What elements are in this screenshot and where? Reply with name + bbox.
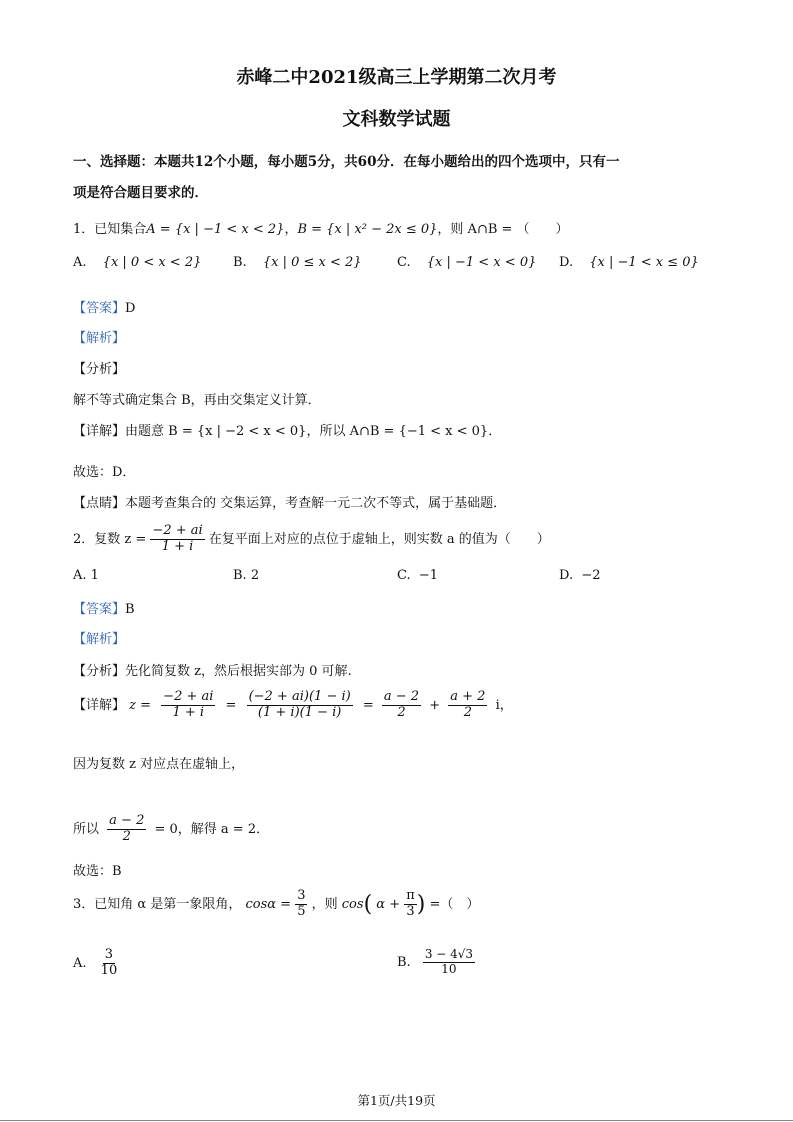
page-title: 赤峰二中2021级高三上学期第二次月考 (236, 67, 557, 88)
detail-frac-4 (448, 690, 487, 721)
option-text: 2 (250, 568, 260, 583)
q3-pi-fraction (404, 889, 417, 920)
q1-fenxi-tag: 【分析】 (73, 362, 126, 377)
answer-tag: 【答案】 (73, 602, 126, 617)
q2-analysis-tag: 【解析】 (73, 632, 126, 647)
page-subtitle: 文科数学试题 (342, 109, 451, 130)
option-text: −2 (581, 568, 601, 583)
q1-option-a (73, 255, 201, 270)
detail-tail: i， (495, 697, 513, 713)
frac-numerator: −2 + ai (163, 689, 214, 704)
q2-answer (73, 598, 135, 617)
q1-detail (73, 420, 501, 439)
answer-value: D (125, 301, 136, 316)
q1-stem (73, 218, 569, 237)
option-fraction (99, 948, 120, 979)
frac-numerator: a + 2 (450, 689, 486, 704)
plus-sign: + (429, 697, 441, 713)
frac-denominator: (1 + i)(1 − i) (257, 704, 342, 720)
q3-prefix: 3．已知角 α 是第一象限角， (73, 896, 242, 912)
detail-tag: 【详解】 (73, 424, 126, 439)
frac-denominator: 2 (122, 828, 131, 844)
q2-option-a (73, 568, 99, 583)
detail-frac-3 (382, 690, 421, 721)
option-letter: A. (73, 255, 87, 270)
fenxi-text: 先化简复数 z，然后根据实部为 0 可解. (125, 664, 352, 679)
q1-option-c (397, 255, 536, 270)
q2-option-c (397, 568, 438, 583)
frac-numerator: (−2 + ai)(1 − i) (248, 689, 351, 704)
q2-fenxi (73, 660, 352, 679)
detail-text: 由题意 B = {x | −2 < x < 0}，所以 A∩B = {−1 < x < 0}． (125, 424, 502, 439)
q3-cos2: cos (341, 896, 364, 912)
comment-text: 本题考查集合的 交集运算，考查解一元二次不等式，属于基础题． (125, 496, 507, 511)
so-label: 所以 (73, 821, 100, 837)
option-letter: B. (397, 954, 411, 970)
option-letter: C. (397, 255, 411, 270)
q2-prefix: 2．复数 z = (73, 531, 147, 547)
frac-numerator: a − 2 (109, 813, 145, 828)
option-text: {x | 0 ≤ x < 2} (262, 255, 362, 270)
q1-ask: ，则 A∩B = （ ） (437, 222, 569, 237)
frac-denominator: 2 (463, 704, 472, 720)
option-letter: D. (559, 255, 574, 270)
q1-option-d (559, 255, 699, 270)
frac-numerator: a − 2 (383, 689, 420, 704)
q1-analysis-tag: 【解析】 (73, 331, 126, 346)
q1-option-b (233, 255, 362, 270)
frac-numerator: 3 − 4√3 (424, 947, 474, 961)
option-letter: B. (233, 568, 247, 583)
q1-set-b: B = {x | x² − 2x ≤ 0} (297, 222, 438, 237)
q2-so (73, 814, 269, 845)
equals-sign: = (362, 697, 374, 713)
comment-tag: 【点睛】 (73, 496, 126, 511)
q3-cos: cosα = (245, 896, 292, 912)
answer-value: B (125, 602, 135, 617)
q1-comma: ， (284, 222, 298, 237)
detail-frac-2 (247, 690, 353, 721)
frac-denominator: 10 (441, 961, 457, 976)
q3-then: ，则 (311, 896, 338, 912)
frac-denominator: 10 (100, 962, 118, 978)
frac-numerator: 3 (104, 947, 114, 962)
option-text: {x | −1 < x ≤ 0} (589, 255, 699, 270)
equals-sign: = (225, 697, 237, 713)
page-number: 第1页/共19页 (357, 1093, 436, 1108)
q3-cos-fraction (295, 889, 307, 920)
section-heading-line2: 项是符合题目要求的． (73, 185, 208, 201)
frac-denominator: 1 + i (161, 538, 194, 554)
q2-option-d (559, 568, 601, 583)
q2-fraction (150, 524, 204, 555)
option-letter: C. (397, 568, 411, 583)
frac-denominator: 2 (397, 704, 406, 720)
detail-frac-1 (161, 690, 215, 721)
answer-tag: 【答案】 (73, 301, 126, 316)
q3-arg: α + (376, 896, 401, 912)
q3-option-a (73, 948, 119, 979)
left-paren: ( (363, 891, 373, 917)
q3-option-b (397, 948, 475, 977)
option-text: −1 (418, 568, 439, 583)
section-heading-line1: 一、选择题：本题共12个小题，每小题5分，共60分．在每小题给出的四个选项中，只有一 (73, 154, 620, 170)
frac-denominator: 3 (406, 903, 415, 919)
option-fraction (423, 948, 475, 977)
q1-fenxi: 解不等式确定集合 B，再由交集定义计算． (73, 393, 321, 408)
q3-ask: =（ ） (429, 896, 480, 912)
q2-choose: 故选：B (73, 864, 122, 879)
so-fraction (107, 814, 146, 845)
q3-stem (73, 889, 479, 920)
q1-answer (73, 297, 135, 316)
detail-tag: 【详解】 (73, 697, 126, 713)
so-rest: = 0，解得 a = 2． (154, 821, 270, 837)
fenxi-tag: 【分析】 (73, 664, 126, 679)
option-text: {x | 0 < x < 2} (102, 255, 202, 270)
frac-numerator: −2 + ai (152, 523, 203, 538)
page-bottom-rule (0, 1120, 793, 1121)
frac-numerator: 3 (297, 888, 306, 903)
frac-denominator: 1 + i (172, 704, 205, 720)
q1-set-a: A = {x | −1 < x < 2} (146, 222, 285, 237)
option-letter: D. (559, 568, 574, 583)
detail-z: z = (129, 697, 152, 713)
option-text: 1 (90, 568, 99, 583)
option-text: {x | −1 < x < 0} (426, 255, 537, 270)
right-paren: ) (416, 891, 426, 917)
q2-stem (73, 524, 550, 555)
q2-option-b (233, 568, 259, 583)
q2-detail (73, 690, 513, 721)
q2-text: 在复平面上对应的点位于虚轴上，则实数 a 的值为（ ） (208, 531, 550, 547)
option-letter: A. (73, 955, 87, 971)
q2-because: 因为复数 z 对应点在虚轴上， (73, 757, 245, 772)
q1-comment (73, 492, 506, 511)
option-letter: B. (233, 255, 247, 270)
frac-denominator: 5 (297, 903, 306, 919)
option-letter: A. (73, 568, 87, 583)
q1-prefix: 1．已知集合 (73, 222, 147, 237)
q1-choose: 故选：D． (73, 465, 136, 480)
frac-numerator: π (406, 888, 415, 903)
